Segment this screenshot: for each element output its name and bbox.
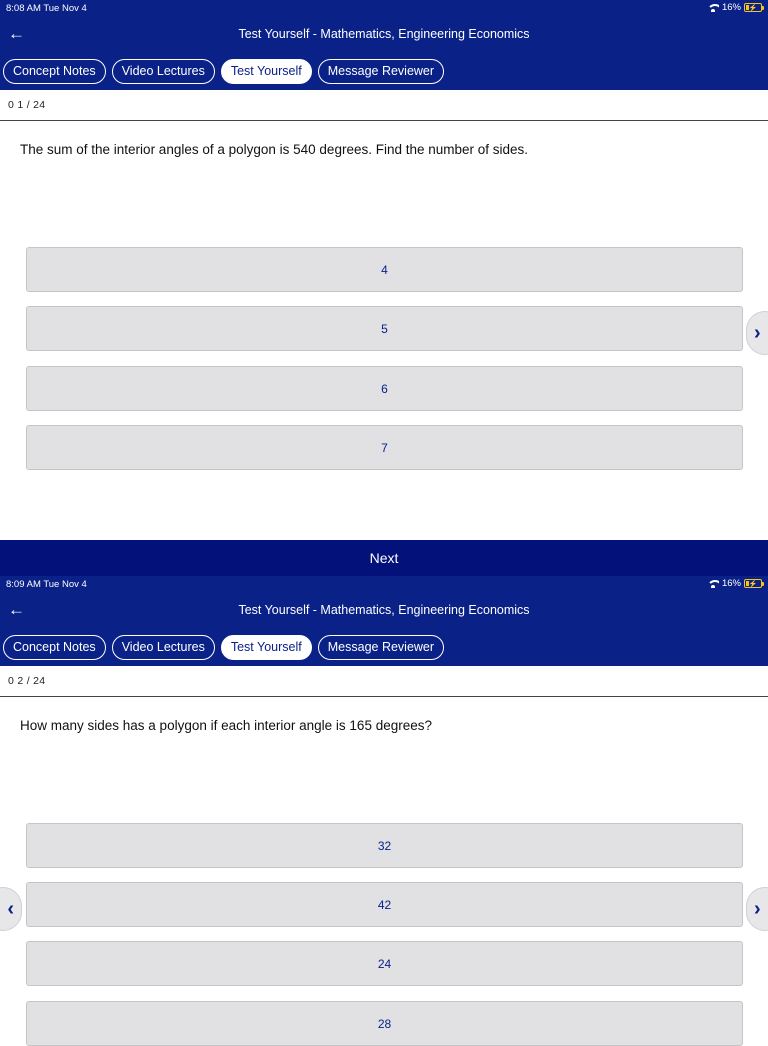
screen-question-2 <box>0 576 768 1031</box>
chevron-right-icon: › <box>754 897 761 920</box>
status-bar <box>0 576 768 592</box>
answer-option[interactable]: 24 <box>26 941 743 986</box>
tab-video-lectures[interactable]: Video Lectures <box>112 635 215 660</box>
question-text: The sum of the interior angles of a polygon is 540 degrees. Find the number of sides. <box>20 142 529 157</box>
wifi-icon <box>707 3 719 12</box>
tab-bar <box>3 635 444 660</box>
status-time: 8:09 AM Tue Nov 4 <box>6 579 87 590</box>
back-arrow-icon[interactable]: ← <box>8 24 25 43</box>
page-title: Test Yourself - Mathematics, Engineering Economics <box>238 603 530 617</box>
battery-charging-icon: ⚡ <box>744 579 762 588</box>
tab-message-reviewer[interactable]: Message Reviewer <box>318 635 444 660</box>
status-right <box>707 2 762 13</box>
divider <box>0 696 768 697</box>
battery-percent: 16% <box>721 2 741 13</box>
battery-charging-icon: ⚡ <box>744 3 762 12</box>
next-question-button[interactable] <box>746 311 768 355</box>
chevron-left-icon: ‹ <box>7 897 14 920</box>
tab-test-yourself[interactable]: Test Yourself <box>221 59 312 84</box>
question-counter: 0 1 / 24 <box>8 99 46 111</box>
next-button[interactable]: Next <box>0 540 768 576</box>
tab-bar <box>3 59 444 84</box>
question-counter: 0 2 / 24 <box>8 675 46 687</box>
status-right <box>707 578 762 589</box>
answer-option[interactable]: 4 <box>26 247 743 292</box>
tab-message-reviewer[interactable]: Message Reviewer <box>318 59 444 84</box>
tab-video-lectures[interactable]: Video Lectures <box>112 59 215 84</box>
chevron-right-icon: › <box>754 321 761 344</box>
answer-option[interactable]: 28 <box>26 1001 743 1046</box>
wifi-icon <box>707 579 719 588</box>
app-header <box>0 576 768 666</box>
previous-question-button[interactable] <box>0 887 22 931</box>
back-arrow-icon[interactable]: ← <box>8 600 25 619</box>
tab-concept-notes[interactable]: Concept Notes <box>3 635 106 660</box>
answer-option[interactable]: 7 <box>26 425 743 470</box>
tab-test-yourself[interactable]: Test Yourself <box>221 635 312 660</box>
page-title: Test Yourself - Mathematics, Engineering Economics <box>238 27 530 41</box>
answer-option[interactable]: 5 <box>26 306 743 351</box>
battery-percent: 16% <box>721 578 741 589</box>
status-bar <box>0 0 768 16</box>
answer-option[interactable]: 42 <box>26 882 743 927</box>
answer-option[interactable]: 32 <box>26 823 743 868</box>
tab-concept-notes[interactable]: Concept Notes <box>3 59 106 84</box>
question-text: How many sides has a polygon if each interior angle is 165 degrees? <box>20 718 432 733</box>
answer-option[interactable]: 6 <box>26 366 743 411</box>
next-question-button[interactable] <box>746 887 768 931</box>
app-header <box>0 0 768 90</box>
status-time: 8:08 AM Tue Nov 4 <box>6 3 87 14</box>
divider <box>0 120 768 121</box>
